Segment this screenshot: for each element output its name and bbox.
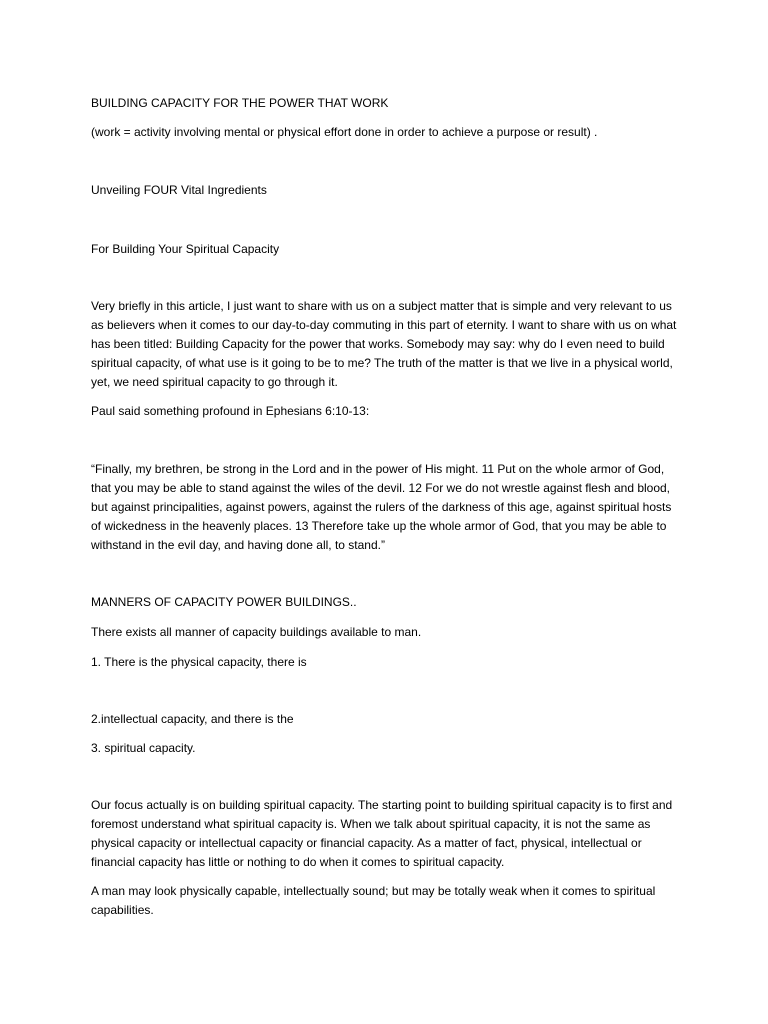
list-item-spiritual: 3. spiritual capacity. — [91, 741, 196, 755]
ephesians-quote: “Finally, my brethren, be strong in the Lord and in the power of His might. 11 Put on the whole armor of God, that you may be able to stand against the wiles of the devil. 12 For we do not wrestle against flesh and blood, but against principalities, against powers, against the rulers of the darkness of this age, against spiritual hosts of wickedness in the heavenly places. 13 Therefore take up the whole armor of God, that you may be able to withstand in the evil day, and having done all, to stand.” — [91, 462, 672, 552]
subtitle-ingredients: Unveiling FOUR Vital Ingredients — [91, 183, 267, 197]
work-definition: (work = activity involving mental or physical effort done in order to achieve a purpose or result) . — [91, 125, 598, 139]
closing-paragraph: A man may look physically capable, intellectually sound; but may be totally weak when it comes to spiritual capabilities. — [91, 884, 656, 917]
list-item-intellectual: 2.intellectual capacity, and there is the — [91, 712, 294, 726]
document-title: BUILDING CAPACITY FOR THE POWER THAT WORK — [91, 96, 389, 110]
paul-reference-line: Paul said something profound in Ephesians 6:10-13: — [91, 404, 370, 418]
section-heading: MANNERS OF CAPACITY POWER BUILDINGS.. — [91, 595, 357, 609]
subtitle-spiritual-capacity: For Building Your Spiritual Capacity — [91, 242, 280, 256]
section-intro: There exists all manner of capacity buildings available to man. — [91, 625, 422, 639]
intro-paragraph: Very briefly in this article, I just want to share with us on a subject matter that is simple and very relevant to us as believers when it comes to our day-to-day commuting in this part of eternity. I want to share with us on what has been titled: Building Capacity for the power that works. Somebody may say: why do I even need to build spiritual capacity, of what use is it going to be to me? The truth of the matter is that we live in a physical world, yet, we need spiritual capacity to go through it. — [91, 299, 677, 389]
focus-paragraph: Our focus actually is on building spiritual capacity. The starting point to building spiritual capacity is to first and foremost understand what spiritual capacity is. When we talk about spiritual capacity, it is not the same as physical capacity or intellectual capacity or financial capacity. As a matter of fact, physical, intellectual or financial capacity has little or nothing to do when it comes to spiritual capacity. — [91, 798, 673, 869]
list-item-physical: 1. There is the physical capacity, there is — [91, 655, 307, 669]
